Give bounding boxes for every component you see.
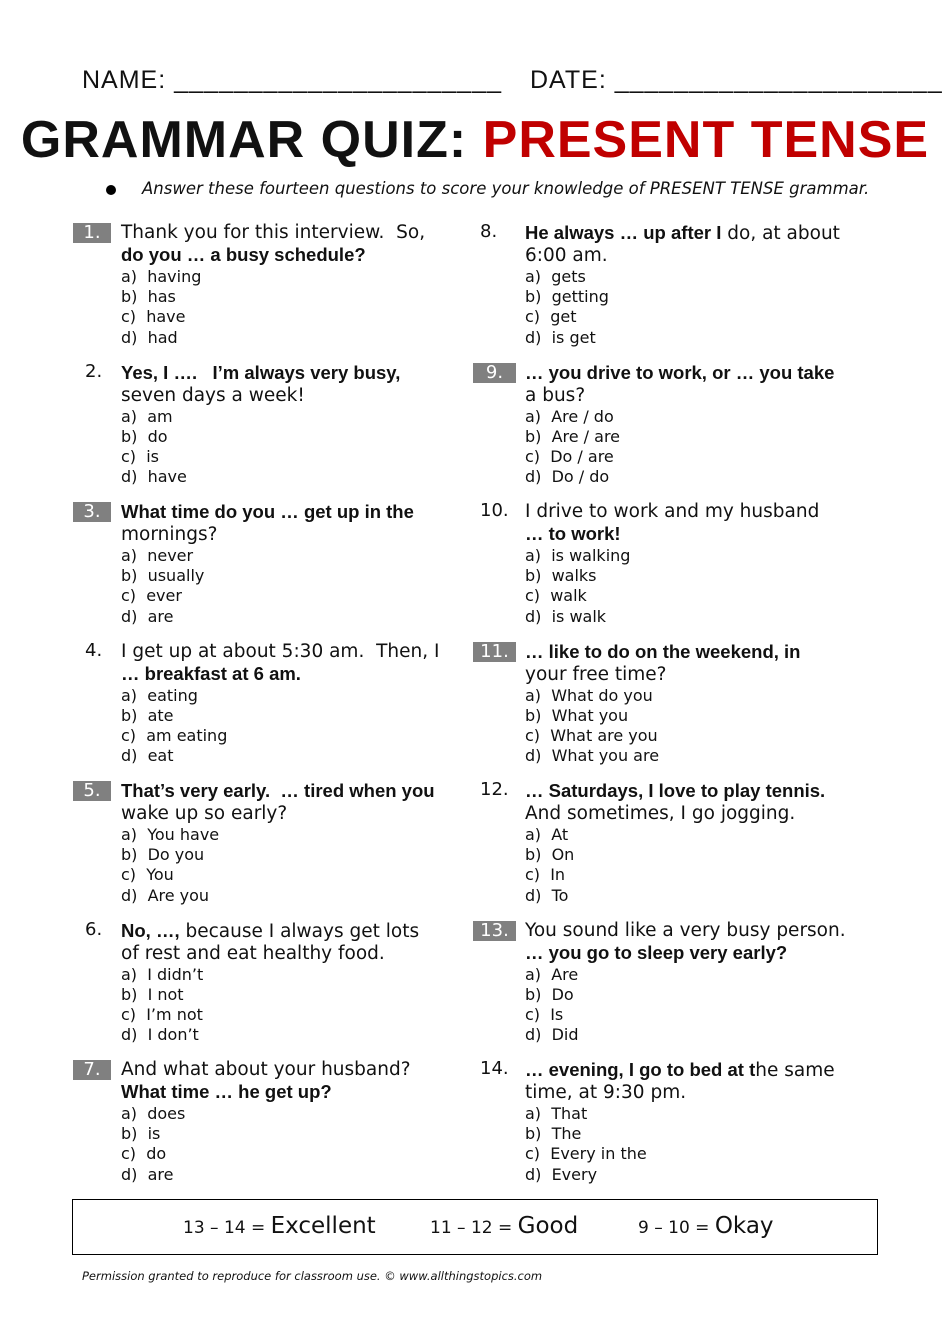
answer-option: c) do (121, 1144, 167, 1164)
question-13 (480, 919, 885, 1046)
question-text (525, 501, 885, 523)
question-10 (480, 500, 885, 627)
answer-option: a) is walking (525, 546, 631, 565)
question-7 (83, 1059, 481, 1185)
answer-option: d) Did (525, 1025, 579, 1045)
question-number: 3. (73, 502, 111, 522)
answer-option: a) eating (121, 685, 198, 705)
answer-option: a) Are (525, 964, 579, 984)
answer-option: c) Do / are (525, 446, 614, 466)
question-text-normal: You sound like a very busy person. (525, 919, 846, 941)
answer-option: c) get (525, 307, 577, 327)
question-number: 8. (480, 221, 498, 242)
question-1 (83, 222, 481, 348)
score-box (72, 1199, 878, 1255)
score-range: 11 – 12 = (430, 1218, 518, 1238)
answer-option: d) are (121, 606, 174, 626)
question-text (525, 780, 885, 803)
question-text-bold: … evening, I go to bed at t (525, 1059, 756, 1080)
answer-option: d) are (121, 1164, 174, 1184)
answer-option: b) has (121, 287, 176, 307)
question-number: 5. (73, 781, 111, 801)
question-6 (85, 918, 481, 1046)
answer-option: c) Every in the (525, 1144, 647, 1164)
question-number: 12. (480, 779, 509, 800)
footer-permission: Permission granted to reproduce for classroom use. © www.allthingstopics.com (82, 1269, 543, 1283)
answer-option: c) have (121, 307, 186, 327)
question-text (525, 641, 885, 664)
question-number: 11. (473, 642, 516, 662)
question-text-bold: … you drive to work, or … you take (525, 361, 835, 383)
question-text-bold: Yes, I …. I’m always very busy, (121, 361, 401, 383)
question-text-normal: of rest and eat healthy food. (121, 942, 385, 964)
question-number: 2. (85, 360, 103, 382)
answer-option: b) getting (525, 287, 609, 307)
question-text (121, 1081, 481, 1104)
answer-option: b) usually (121, 566, 205, 586)
question-2 (85, 360, 481, 488)
instructions-text: Answer these fourteen questions to score your knowledge of PRESENT TENSE grammar. (142, 179, 870, 198)
question-text-normal: 6:00 am. (525, 245, 608, 266)
bullet-icon (106, 185, 116, 195)
answer-option: c) walk (525, 586, 587, 606)
question-9 (485, 361, 885, 488)
answer-option: c) What are you (525, 725, 658, 745)
question-number: 7. (73, 1060, 111, 1080)
question-text (525, 664, 885, 686)
question-text-bold: … you go to sleep very early? (525, 941, 788, 963)
question-text (121, 524, 481, 546)
question-text (121, 385, 481, 407)
question-11 (480, 640, 885, 767)
answer-option: d) To (525, 885, 569, 905)
question-text (525, 803, 885, 825)
answer-option: a) never (121, 546, 194, 565)
question-text-normal: mornings? (121, 524, 218, 545)
question-text-bold: What time do you … get up in the (121, 501, 414, 522)
name-field: NAME: ______________________ (82, 66, 503, 94)
question-text-normal: seven days a week! (121, 384, 305, 406)
answer-option: b) On (525, 845, 575, 865)
answer-option: d) eat (121, 746, 174, 766)
answer-option: b) Do you (121, 845, 205, 865)
question-text (121, 780, 481, 803)
question-text (525, 222, 885, 245)
answer-option: d) Every (525, 1164, 598, 1184)
answer-option: d) I don’t (121, 1025, 199, 1045)
question-number: 6. (85, 918, 103, 940)
answer-option: c) I’m not (121, 1004, 203, 1024)
question-number: 13. (473, 921, 516, 941)
question-14 (480, 1058, 885, 1185)
question-number: 14. (480, 1058, 509, 1079)
question-text-normal: Thank you for this interview. So, (121, 222, 426, 243)
answer-option: b) ate (121, 705, 174, 725)
title-red: PRESENT TENSE (482, 111, 930, 169)
answer-option: a) That (525, 1104, 588, 1123)
question-8 (480, 221, 885, 348)
question-text (121, 663, 481, 686)
answer-option: c) ever (121, 586, 182, 606)
question-number: 1. (73, 223, 111, 243)
question-text-normal: And sometimes, I go jogging. (525, 803, 796, 824)
answer-option: a) does (121, 1104, 186, 1123)
question-text (525, 523, 885, 546)
question-text-normal: he same (755, 1060, 835, 1081)
answer-option: c) is (121, 446, 159, 466)
answer-option: c) am eating (121, 725, 228, 745)
question-text (121, 803, 481, 825)
question-text (121, 641, 481, 663)
question-text-normal: time, at 9:30 pm. (525, 1082, 687, 1103)
question-text-bold: … Saturdays, I love to play tennis. (525, 780, 826, 801)
question-text (121, 244, 481, 267)
question-4 (85, 639, 481, 767)
question-text-bold: … like to do on the weekend, in (525, 640, 801, 662)
answer-option: d) is get (525, 327, 596, 347)
instructions (106, 179, 869, 198)
answer-option: b) Are / are (525, 426, 621, 446)
answer-option: a) gets (525, 267, 586, 286)
answer-option: a) am (121, 406, 173, 426)
score-label: Okay (714, 1213, 774, 1239)
question-text-bold: … to work! (525, 523, 621, 544)
date-field: DATE: ______________________ (530, 66, 943, 94)
question-text-normal: because I always get lots (179, 920, 420, 942)
answer-option: c) In (525, 865, 566, 885)
title-black: GRAMMAR QUIZ: (20, 111, 483, 169)
question-text-normal: a bus? (525, 384, 586, 406)
question-number: 4. (85, 639, 103, 661)
question-text-bold: No, …, (121, 919, 180, 941)
question-text (525, 1059, 885, 1082)
question-text-normal: And what about your husband? (121, 1059, 411, 1080)
question-text-bold: do you … a busy schedule? (121, 244, 366, 265)
answer-option: d) Are you (121, 885, 210, 905)
answer-option: d) is walk (525, 606, 607, 626)
question-text-bold: He always … up after I (525, 222, 722, 243)
question-text (121, 222, 481, 244)
answer-option: b) I not (121, 984, 184, 1004)
answer-option: c) You (121, 865, 174, 885)
score-label: Good (517, 1213, 579, 1239)
question-text (121, 501, 481, 524)
question-12 (480, 779, 885, 906)
question-text (525, 362, 885, 385)
question-text-normal: your free time? (525, 663, 667, 685)
score-okay (638, 1213, 774, 1239)
question-3 (83, 501, 481, 627)
answer-option: b) What you (525, 705, 629, 725)
question-text-normal: wake up so early? (121, 803, 288, 824)
question-text (121, 943, 481, 965)
question-text-bold: That’s very early. … tired when you (121, 780, 435, 801)
answer-option: d) have (121, 467, 187, 487)
question-text-bold: What time … he get up? (121, 1081, 332, 1102)
question-text (525, 385, 885, 407)
question-text (525, 942, 885, 965)
answer-option: a) having (121, 267, 202, 286)
score-good (430, 1213, 578, 1239)
answer-option: b) do (121, 426, 168, 446)
answer-option: b) Do (525, 984, 574, 1004)
question-number: 9. (473, 363, 516, 383)
question-text (525, 245, 885, 267)
score-range: 9 – 10 = (638, 1218, 715, 1238)
answer-option: a) At (525, 825, 569, 844)
score-excellent (183, 1213, 376, 1239)
answer-option: b) is (121, 1124, 161, 1144)
question-text (525, 920, 885, 942)
answer-option: a) You have (121, 825, 220, 844)
answer-option: a) Are / do (525, 406, 614, 426)
question-text-bold: … breakfast at 6 am. (121, 662, 301, 684)
answer-option: b) The (525, 1124, 582, 1144)
answer-option: b) walks (525, 566, 597, 586)
question-5 (83, 780, 481, 906)
answer-option: a) What do you (525, 685, 653, 705)
question-text-normal: I get up at about 5:30 am. Then, I (121, 640, 440, 662)
question-number: 10. (480, 500, 509, 521)
answer-option: d) had (121, 327, 178, 347)
question-text (525, 1082, 885, 1104)
question-text (121, 1059, 481, 1081)
answer-option: d) Do / do (525, 467, 610, 487)
page-title (0, 110, 950, 170)
score-label: Excellent (270, 1213, 376, 1239)
answer-option: c) Is (525, 1004, 564, 1024)
question-text (121, 362, 481, 385)
question-text-normal: I drive to work and my husband (525, 501, 820, 522)
answer-option: d) What you are (525, 746, 660, 766)
question-text (121, 920, 481, 943)
answer-option: a) I didn’t (121, 964, 204, 984)
question-text-normal: do, at about (721, 223, 840, 244)
score-range: 13 – 14 = (183, 1218, 271, 1238)
